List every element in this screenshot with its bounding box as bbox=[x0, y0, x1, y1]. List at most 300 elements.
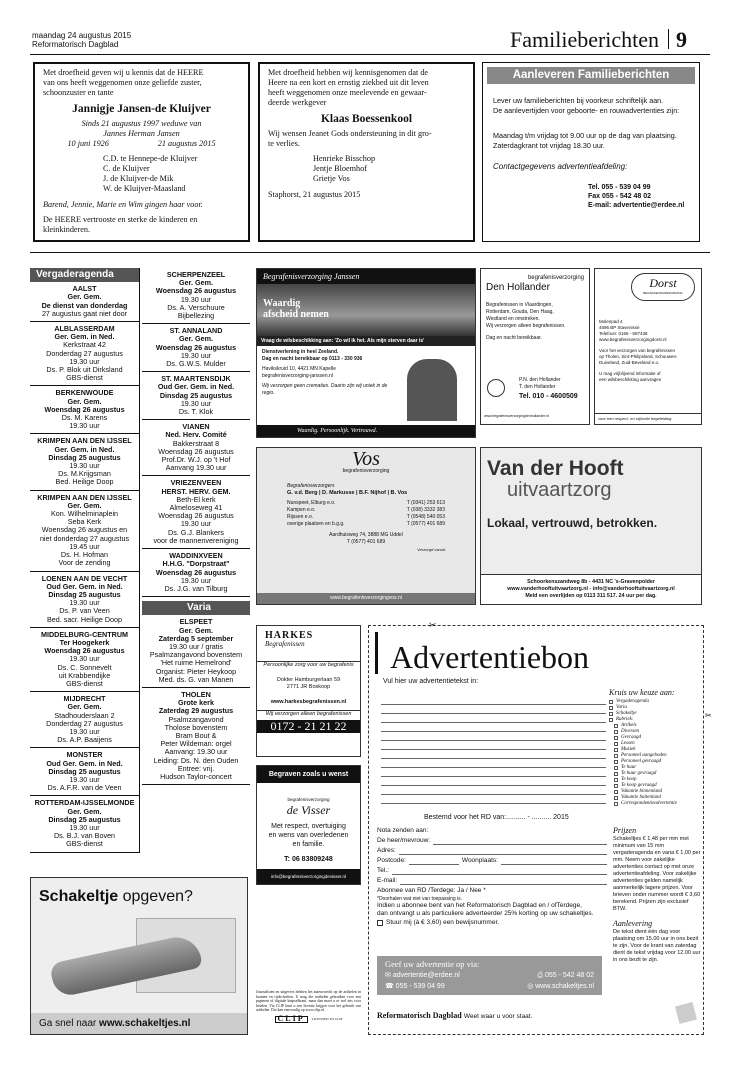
entry-line: 19.30 uur bbox=[69, 461, 100, 471]
delivery-text: De tekst dient één dag voor plaatsing om 15.00 uur in ons bezit te zijn. Voor de krant van zaterdag dient de tekst vrijdag voor 12.00 uur in ons bezit te zijn. bbox=[613, 929, 701, 963]
entry-church: Ter Hoogekerk bbox=[59, 637, 110, 647]
choice-checkbox[interactable] bbox=[614, 730, 618, 734]
ad-text: Duiveland, Zuid-Beveland e.o. bbox=[599, 360, 660, 365]
ad-text: Begrafenissen in Vlaardingen, bbox=[486, 302, 553, 308]
agenda-entry bbox=[142, 476, 250, 549]
entry-line: Zaterdag 5 september bbox=[158, 633, 234, 643]
ad-text: T (038) 3332 383 bbox=[406, 507, 445, 513]
prices-heading: Prijzen bbox=[613, 826, 637, 835]
entry-place: BERKENWOUDE bbox=[55, 388, 114, 398]
ad-url: www.begrafenisverzorgingdenhollander.nl bbox=[484, 414, 549, 418]
choice-label: Artikels bbox=[621, 723, 637, 728]
ad-text: Molenpad 4 bbox=[599, 319, 623, 324]
pencil-icon bbox=[675, 1002, 697, 1024]
city-field[interactable] bbox=[501, 856, 607, 865]
entry-line: Ds. T. Klok bbox=[178, 407, 214, 417]
death-notice-boessenkool bbox=[258, 62, 475, 242]
ad-van-der-hooft bbox=[480, 447, 702, 605]
notice-line: deerde werkgever bbox=[268, 98, 327, 107]
agenda-heading: Vergaderagenda bbox=[30, 268, 139, 282]
entry-line: Donderdag 27 augustus bbox=[46, 718, 123, 728]
publication-date: Bestemd voor het RD van:.......... - .......... 2015 bbox=[424, 814, 569, 821]
paper-name: Reformatorisch Dagblad bbox=[32, 40, 119, 49]
entry-line: GBS-dienst bbox=[66, 839, 103, 849]
entry-line: Woensdag 26 augustus bbox=[44, 404, 125, 414]
entry-line: Ds. G.J. Blankers bbox=[168, 527, 224, 537]
choice-checkbox[interactable] bbox=[614, 742, 618, 746]
choice-label: Vakantie binnenland bbox=[621, 789, 662, 794]
section-title: Familieberichten bbox=[510, 27, 660, 52]
ad-phone: T: 06 83809248 bbox=[284, 856, 333, 863]
date-text: maandag 24 augustus 2015 bbox=[32, 31, 132, 40]
contact-phone: 055 - 539 04 99 bbox=[395, 983, 445, 990]
entry-line: Ds. M. Karens bbox=[61, 413, 108, 423]
ad-text: Westland en omstreken. bbox=[486, 316, 540, 322]
portrait-photo bbox=[407, 359, 457, 421]
form-label: Woonplaats: bbox=[461, 857, 498, 864]
entry-church: Ger. Gem. bbox=[67, 292, 102, 302]
ad-text-line[interactable] bbox=[381, 750, 606, 759]
entry-line: Tholose bovenstem bbox=[164, 722, 228, 732]
entry-church: Ger. Gem. bbox=[179, 278, 213, 288]
choice-label: Rubriek: bbox=[616, 717, 634, 722]
form-label: Nota zenden aan: bbox=[377, 827, 429, 834]
entry-line: Woensdag 26 augustus bbox=[155, 342, 237, 352]
ad-title: HARKES bbox=[265, 630, 314, 641]
entry-line: 19.45 uur bbox=[69, 541, 100, 551]
family-member: J. de Kluijver-de Mik bbox=[103, 174, 174, 183]
ad-text: T (0548) 540 053 bbox=[406, 514, 445, 520]
entry-church: Ned. Herv. Comité bbox=[165, 430, 227, 440]
ad-text-line[interactable] bbox=[381, 741, 606, 750]
choice-checkbox[interactable] bbox=[614, 802, 618, 806]
entry-place: MONSTER bbox=[66, 750, 103, 760]
contact-web[interactable]: www.schakeltjes.nl bbox=[535, 983, 594, 990]
ad-harkes bbox=[256, 625, 361, 757]
choice-checkbox[interactable] bbox=[614, 724, 618, 728]
ad-title: Begraven zoals u wenst bbox=[257, 766, 360, 783]
entry-church: Oud Ger. Gem. in Ned. bbox=[46, 581, 123, 591]
entry-line: 19.30 uur / gratis bbox=[169, 641, 223, 651]
entry-line: Ds. C. Sonnevelt bbox=[57, 662, 112, 672]
ad-text: 2771 JR Boskoop bbox=[286, 684, 331, 690]
phone-field[interactable] bbox=[392, 866, 607, 875]
entry-line: 19.30 uur bbox=[69, 356, 100, 366]
ad-text: Verzorgd vanuit bbox=[417, 547, 445, 552]
entry-line: 27 augustus gaat niet door bbox=[41, 308, 128, 318]
entry-line: Ds. B.J. van Boven bbox=[53, 831, 116, 841]
entry-place: LOENEN AAN DE VECHT bbox=[41, 573, 128, 583]
entry-church: Ger. Gem. bbox=[67, 702, 102, 712]
entry-line: Ds. G.W.S. Mulder bbox=[166, 359, 226, 369]
ad-text: en wens van overledenen bbox=[268, 832, 349, 839]
ad-text: Voor het verzorgen van begrafenissen bbox=[599, 348, 676, 353]
contact-fax: 055 - 542 48 02 bbox=[544, 972, 594, 979]
entry-line: 19.30 uur bbox=[69, 726, 100, 736]
choice-label: Muziek bbox=[621, 747, 636, 752]
choice-checkbox[interactable] bbox=[614, 790, 618, 794]
agenda-entry bbox=[30, 491, 139, 572]
proof-checkbox[interactable] bbox=[377, 920, 383, 926]
choice-checkbox[interactable] bbox=[614, 754, 618, 758]
ad-banner bbox=[257, 284, 475, 336]
notice-line: De HEERE vertrooste en sterke de kinderen en bbox=[43, 215, 198, 224]
ad-text: Kampen e.o. bbox=[287, 507, 316, 513]
ad-text-line[interactable] bbox=[381, 759, 606, 768]
info-contact-label: Contactgegevens advertentieafdeling: bbox=[493, 162, 628, 171]
entry-line: 19.30 uur bbox=[69, 822, 100, 832]
entry-church: Ger. Gem. in Ned. bbox=[54, 332, 115, 342]
ad-janssen bbox=[256, 268, 476, 438]
agenda-entry bbox=[142, 549, 250, 597]
choice-checkbox[interactable] bbox=[614, 766, 618, 770]
ad-text: Meld een overlijden op 0113 311 517. 24 uur per dag. bbox=[525, 593, 657, 599]
form-label: E-mail: bbox=[377, 877, 398, 884]
entry-line: De dienst van donderdag bbox=[41, 300, 128, 310]
entry-place: ALBLASSERDAM bbox=[54, 324, 115, 334]
signatory: Grietje Vos bbox=[313, 174, 350, 183]
ad-text: een wilsbeschikking aanvragen bbox=[599, 377, 662, 382]
notice-line: Met droefheid geven wij u kennis dat de HEERE bbox=[43, 68, 204, 77]
info-text: Maandag t/m vrijdag tot 9.00 uur op de dag van plaatsing. bbox=[493, 131, 677, 140]
delivery-heading: Aanlevering bbox=[613, 919, 653, 928]
entry-place: THOLEN bbox=[181, 689, 211, 699]
entry-line: 19.30 uur bbox=[180, 519, 212, 529]
contact-box: Geef uw advertentie op via: ✉ advertentie@erdee.nl ⎙ 055 - 542 48 02 ☎ 055 - 539 04 99 ◎ www.schakeltjes.nl bbox=[377, 956, 602, 995]
ad-text: Wij verzorgen geen crematies. Daarin zijn wij uniek in de regio. bbox=[262, 383, 388, 396]
agenda-entry bbox=[142, 372, 250, 420]
ad-text: overige plaatsen en b.g.g. bbox=[287, 521, 345, 527]
choice-label: Varia bbox=[616, 705, 627, 710]
ad-text: T (0577) 401 689 bbox=[346, 539, 386, 545]
ad-title: Vos bbox=[352, 448, 380, 470]
page-number: 9 bbox=[676, 27, 687, 52]
ad-text: U mag vrijblijvend informatie of bbox=[599, 371, 661, 376]
entry-line: Woensdag 26 augustus bbox=[155, 286, 237, 296]
email-field[interactable] bbox=[400, 876, 607, 885]
ad-title: de Visser bbox=[286, 803, 331, 817]
entry-place: KRIMPEN AAN DEN IJSSEL bbox=[37, 492, 132, 502]
entry-line: uit Krabbendijke bbox=[58, 670, 111, 680]
form-note: dan ontvangt u als particuliere adverteerder 25% korting op uw schakeltjes. bbox=[377, 910, 594, 917]
rd-logo: Reformatorisch Dagblad bbox=[377, 1011, 462, 1020]
choice-checkbox[interactable] bbox=[614, 778, 618, 782]
family-member: W. de Kluijver-Maasland bbox=[103, 184, 186, 193]
entry-line: Entree: vrij. bbox=[177, 763, 215, 773]
notice-line: Jannes Herman Jansen bbox=[103, 129, 180, 138]
entry-line: 19.30 uur bbox=[69, 421, 100, 431]
entry-line: Ds. P. Blok uit Dirksland bbox=[46, 365, 123, 375]
agenda-entry bbox=[142, 268, 250, 324]
entry-line: Ds. M.Krijgsman bbox=[58, 469, 111, 479]
ad-slogan: Lokaal, vertrouwd, betrokken. bbox=[487, 516, 658, 530]
entry-line: Woensdag 26 augustus bbox=[44, 646, 125, 656]
choice-label: Vakantie buitenland bbox=[621, 795, 661, 800]
form-label: Abonnee van RD /Terdege: Ja / Nee * bbox=[377, 887, 486, 894]
signatory: Henrieke Bisschop bbox=[313, 154, 376, 163]
form-title: Advertentiebon bbox=[375, 632, 703, 674]
entry-line: Bakkerstraat 8 bbox=[172, 438, 220, 448]
ad-url: www.begrafenisverzorgingdorst.nl bbox=[599, 337, 667, 342]
agenda-entry bbox=[30, 434, 139, 490]
clip-notice bbox=[256, 990, 361, 1040]
ad-url[interactable]: www.schakeltjes.nl bbox=[99, 1018, 191, 1029]
agenda-entry bbox=[30, 628, 139, 692]
entry-line: Leiding: Ds. N. den Ouden bbox=[153, 755, 239, 765]
choice-checkbox[interactable] bbox=[609, 706, 613, 710]
ad-text-line[interactable] bbox=[381, 714, 606, 723]
choice-list bbox=[609, 688, 701, 807]
entry-place: KRIMPEN AAN DEN IJSSEL bbox=[37, 436, 132, 446]
entry-line: Ds. A.F.R. van de Veen bbox=[47, 783, 122, 793]
info-text: De aanlevertijden voor geboorte- en rouwadvertenties zijn: bbox=[493, 106, 680, 115]
entry-line: Seba Kerk bbox=[67, 517, 102, 527]
notice-line: te verlies. bbox=[268, 139, 300, 148]
ad-text: Wij verzorgen alleen begrafenissen bbox=[257, 710, 360, 718]
ad-slogan: Waardig bbox=[263, 298, 301, 309]
entry-place: MIDDELBURG-CENTRUM bbox=[40, 629, 129, 639]
rd-slogan: Weet waar u voor staat. bbox=[463, 1013, 533, 1020]
ad-phone: 0172 - 21 21 22 bbox=[257, 720, 360, 733]
header-date bbox=[32, 31, 131, 49]
ad-order-form bbox=[368, 620, 712, 1035]
ad-text: P.N. den Hollander bbox=[519, 377, 561, 383]
ad-text-line[interactable] bbox=[381, 795, 606, 804]
entry-line: Almeloseweg 41 bbox=[169, 503, 223, 513]
deceased-name: Jannigje Jansen-de Kluijver bbox=[72, 103, 211, 115]
choice-heading: Kruis uw keuze aan: bbox=[609, 688, 675, 697]
submission-info-box bbox=[482, 62, 700, 242]
entry-church: H.H.G. "Dorpstraat" bbox=[162, 559, 230, 569]
agenda-entry bbox=[142, 420, 250, 476]
ad-text-line[interactable] bbox=[381, 723, 606, 732]
entry-place: WADDINXVEEN bbox=[169, 551, 223, 561]
entry-line: Voor de zending bbox=[58, 558, 111, 568]
signatory: Jentje Bloemhof bbox=[313, 164, 367, 173]
clip-license: LICENSED TO CLIP bbox=[311, 1016, 343, 1021]
agenda-entry bbox=[142, 615, 250, 688]
ad-quote: Vraag de wilsbeschikking aan: 'Zo wil ik het. Als mijn sterven daar is' bbox=[257, 336, 475, 346]
entry-church: HERST. HERV. GEM. bbox=[161, 486, 231, 496]
entry-line: Bram Bout & bbox=[175, 730, 217, 740]
entry-place: VIANEN bbox=[182, 422, 210, 432]
info-text: Zaterdagkrant tot vrijdag 18.30 uur. bbox=[493, 141, 605, 150]
entry-line: Stadhouderslaan 2 bbox=[54, 710, 115, 720]
ad-text: en familie. bbox=[292, 841, 325, 848]
name-field[interactable] bbox=[433, 836, 607, 845]
choice-label: Vergaderagenda bbox=[616, 699, 649, 704]
choice-checkbox[interactable] bbox=[614, 736, 618, 740]
choice-checkbox[interactable] bbox=[614, 760, 618, 764]
notice-line: Met droefheid hebben wij kennisgenomen dat de bbox=[268, 68, 429, 77]
ad-slogan: afscheid nemen bbox=[263, 309, 329, 320]
death-notice-jansen bbox=[33, 62, 250, 242]
info-phone: Tel. 055 - 539 04 99 bbox=[588, 184, 651, 191]
entry-place: SCHERPENZEEL bbox=[166, 270, 226, 279]
ad-text: Rotterdam, Gouda, Den Haag, bbox=[486, 309, 554, 315]
notice-line: Barend, Jennie, Marie en Wim gingen haar voor. bbox=[43, 200, 203, 209]
ad-text: Aardhuisweg 74, 3888 MG Uddel bbox=[329, 532, 403, 538]
entry-line: 19.30 uur bbox=[180, 575, 212, 585]
death-date: 21 augustus 2015 bbox=[157, 139, 216, 148]
choice-checkbox[interactable] bbox=[609, 712, 613, 716]
ad-text-line[interactable] bbox=[381, 777, 606, 786]
entry-line: Hudson Taylor-concert bbox=[160, 771, 232, 781]
entry-line: Bed. sacr. Heilige Doop bbox=[46, 614, 123, 624]
ad-text: Dag en nacht bereikbaar op 0113 - 330 936 bbox=[262, 356, 363, 362]
form-label: Postcode: bbox=[377, 857, 406, 864]
choice-checkbox[interactable] bbox=[614, 784, 618, 788]
ad-url: www.harkesbegrafenissen.nl bbox=[270, 699, 347, 705]
agenda-column-2 bbox=[142, 268, 250, 785]
entry-line: 19.30 uur bbox=[69, 654, 100, 664]
entry-line: Dinsdag 25 augustus bbox=[159, 390, 233, 400]
contact-heading: Geef uw advertentie op via: bbox=[385, 959, 480, 969]
logo-icon bbox=[487, 379, 505, 397]
choice-checkbox[interactable] bbox=[609, 700, 613, 704]
entry-line: Ds. J.G. van Tilburg bbox=[164, 583, 228, 593]
ad-text: Met respect, overtuiging bbox=[271, 823, 346, 830]
info-fax: Fax 055 - 542 48 02 bbox=[588, 193, 652, 200]
ad-text: Dokter Hamburgerlaan 59 bbox=[276, 677, 341, 683]
choice-checkbox[interactable] bbox=[614, 796, 618, 800]
entry-line: Zaterdag 29 augustus bbox=[158, 706, 234, 716]
choice-label: Te huur gevraagd bbox=[621, 771, 657, 776]
ad-text: Persoonlijke zorg voor uw begrafenis bbox=[257, 661, 360, 669]
choice-label: Personeel aangeboden bbox=[621, 753, 667, 758]
ad-subtitle: begrafenisverzorging bbox=[287, 797, 330, 802]
choice-checkbox[interactable] bbox=[614, 772, 618, 776]
section-rule bbox=[30, 252, 710, 253]
ad-den-hollander bbox=[480, 268, 590, 425]
info-email: E-mail: advertentie@erdee.nl bbox=[588, 202, 685, 209]
ad-text: Telefoon: 0166 - 697438 bbox=[599, 331, 648, 336]
ad-de-visser bbox=[256, 765, 361, 885]
choice-checkbox[interactable] bbox=[614, 748, 618, 752]
ad-title: Den Hollander bbox=[486, 282, 550, 293]
info-heading: Aanleveren Familieberichten bbox=[487, 67, 695, 84]
form-note: *Doorhalen wat niet van toepassing is. bbox=[377, 896, 463, 902]
ad-url: www.vanderhooftuitvaartzorg.nl - info@vanderhooftuitvaartzorg.nl bbox=[507, 586, 675, 592]
entry-place: VRIEZENVEEN bbox=[170, 478, 222, 488]
choice-checkbox[interactable] bbox=[609, 718, 613, 722]
agenda-entry bbox=[142, 324, 250, 372]
deceased-name: Klaas Boessenkool bbox=[320, 113, 413, 125]
choice-label: Te huur bbox=[621, 765, 637, 770]
ad-text: T (0577) 401 689 bbox=[406, 521, 445, 527]
entry-place: ST. MAARTENSDIJK bbox=[161, 374, 231, 384]
ad-text-line[interactable] bbox=[381, 705, 606, 714]
agenda-entry bbox=[30, 282, 139, 322]
ad-text: begrafenisverzorging-janssen.nl bbox=[262, 373, 333, 379]
ad-text-line[interactable] bbox=[381, 786, 606, 795]
ad-subtitle: Begrafenissen bbox=[265, 640, 305, 648]
entry-line: Dinsdag 25 augustus bbox=[48, 452, 121, 462]
entry-line: 19.30 uur bbox=[69, 774, 100, 784]
notice-line: Sinds 21 augustus 1997 weduwe van bbox=[81, 119, 202, 128]
prices-text: Schakeltjes € 1,48 per mm met minimum van 15 mm vergaderagenda en varia € 1,00 per mm. Neem voor zakelijke advertenties contact op met onze advertentieafdeling. Voor zakelijke advertenties gelden namelijk aanmerkelijk lagere prijzen. Voor brieven onder nummer wordt € 3,60 berekend. Prijzen zijn exclusief BTW. bbox=[613, 836, 701, 912]
ad-text: 4696 BP Stavenisse bbox=[599, 325, 640, 330]
entry-line: 19.30 uur bbox=[180, 350, 212, 360]
notice-place-date: Staphorst, 21 augustus 2015 bbox=[268, 190, 361, 199]
varia-heading: Varia bbox=[142, 601, 250, 615]
agenda-entry bbox=[30, 796, 139, 852]
entry-line: Woensdag 26 augustus bbox=[155, 567, 237, 577]
entry-line: Bed. Heilige Doop bbox=[55, 477, 114, 487]
ad-subtitle: BEGRAFENISVERZORGING bbox=[643, 291, 683, 295]
ad-text: op Tholen, Sint-Philipsland, Schouwen- bbox=[599, 354, 678, 359]
ad-text-lines[interactable] bbox=[381, 696, 606, 804]
ad-text: G. v.d. Berg | D. Markusse | B.F. Nijhof | B. Vos bbox=[287, 490, 408, 496]
form-label: De heer/mevrouw: bbox=[377, 837, 431, 844]
scissors-icon: ✂ bbox=[429, 620, 437, 630]
agenda-entry bbox=[142, 688, 250, 785]
choice-label: Schakeltje bbox=[616, 711, 637, 716]
entry-line: Kon. Wilhelminaplein bbox=[50, 509, 119, 519]
notice-line: Heere na een kort en ernstig ziekbed uit dit leven bbox=[268, 78, 429, 87]
entry-line: Peter Wildeman: orgel bbox=[160, 739, 232, 749]
ad-title: Dorst bbox=[649, 276, 677, 290]
entry-line: 'Het ruime Hemelrond' bbox=[160, 658, 232, 668]
contact-email[interactable]: advertentie@erdee.nl bbox=[392, 972, 460, 979]
choice-label: Correspondentieadvertentie bbox=[621, 801, 677, 806]
notice-line: Wij wensen Jeanet Gods ondersteuning in dit gro- bbox=[268, 129, 432, 138]
entry-line: Aanvang 19.30 uur bbox=[165, 463, 227, 473]
notice-line: heeft weggenomen onze meelevende en gewaar- bbox=[268, 88, 427, 97]
agenda-entry bbox=[30, 322, 139, 386]
agenda-entry bbox=[30, 386, 139, 434]
entry-church: Oud Ger. Gem. in Ned. bbox=[46, 758, 123, 768]
ad-url: www.begrafenisverzorgingvos.nl bbox=[257, 593, 475, 604]
entry-line: Organist: Pieter Heykoop bbox=[155, 666, 237, 676]
entry-line: Woensdag 26 augustus bbox=[158, 446, 234, 456]
entry-place: ST. ANNALAND bbox=[169, 326, 223, 336]
ad-text: Wij verzorgen alleen begrafenissen. bbox=[486, 323, 566, 329]
info-text: Lever uw familieberichten bij voorkeur schriftelijk aan. bbox=[493, 96, 664, 105]
ad-text: Ga snel naar bbox=[39, 1018, 97, 1029]
ad-text-line[interactable] bbox=[381, 696, 606, 705]
choice-option[interactable] bbox=[609, 801, 701, 807]
ad-footer: Waardig. Persoonlijk. Vertrouwd. bbox=[257, 425, 475, 437]
address-field[interactable] bbox=[399, 846, 607, 855]
form-note: Indien u abonnee bent van het Reformatorisch Dagblad en / ofTerdege, bbox=[377, 902, 582, 909]
form-label: Stuur mij (à € 3,60) een bewijsnummer. bbox=[386, 919, 500, 926]
ad-vos bbox=[256, 447, 476, 605]
entry-line: Ds. A. Verschuure bbox=[167, 302, 225, 312]
choice-label: Gevraagd bbox=[621, 735, 641, 740]
birth-date: 10 juni 1926 bbox=[67, 139, 109, 148]
family-member: C. de Kluijver bbox=[103, 164, 150, 173]
entry-church: Ger. Gem. bbox=[179, 625, 213, 635]
ad-text: Nunspeet, Elburg e.o. bbox=[287, 500, 336, 506]
agenda-entry bbox=[30, 572, 139, 628]
entry-place: AALST bbox=[72, 284, 97, 294]
agenda-entry bbox=[30, 748, 139, 796]
choice-label: Personeel gevraagd bbox=[621, 759, 662, 764]
entry-line: GBS-dienst bbox=[66, 373, 103, 383]
ad-footer: voor een respect- en stijlvolle begeleiding bbox=[595, 413, 701, 424]
ad-text-line[interactable] bbox=[381, 768, 606, 777]
entry-place: ROTTERDAM-IJSSELMONDE bbox=[34, 798, 135, 808]
ad-email: info@begrafenisverzorgingdevisser.nl bbox=[257, 869, 360, 884]
entry-church: Grote kerk bbox=[178, 698, 214, 708]
postcode-field[interactable] bbox=[409, 856, 459, 865]
entry-church: Ger. Gem. bbox=[67, 500, 102, 510]
ad-text-line[interactable] bbox=[381, 732, 606, 741]
choice-label: Te koop bbox=[621, 777, 637, 782]
notice-line: schoonzuster en tante bbox=[43, 88, 114, 97]
entry-church: Ger. Gem. in Ned. bbox=[54, 444, 115, 454]
